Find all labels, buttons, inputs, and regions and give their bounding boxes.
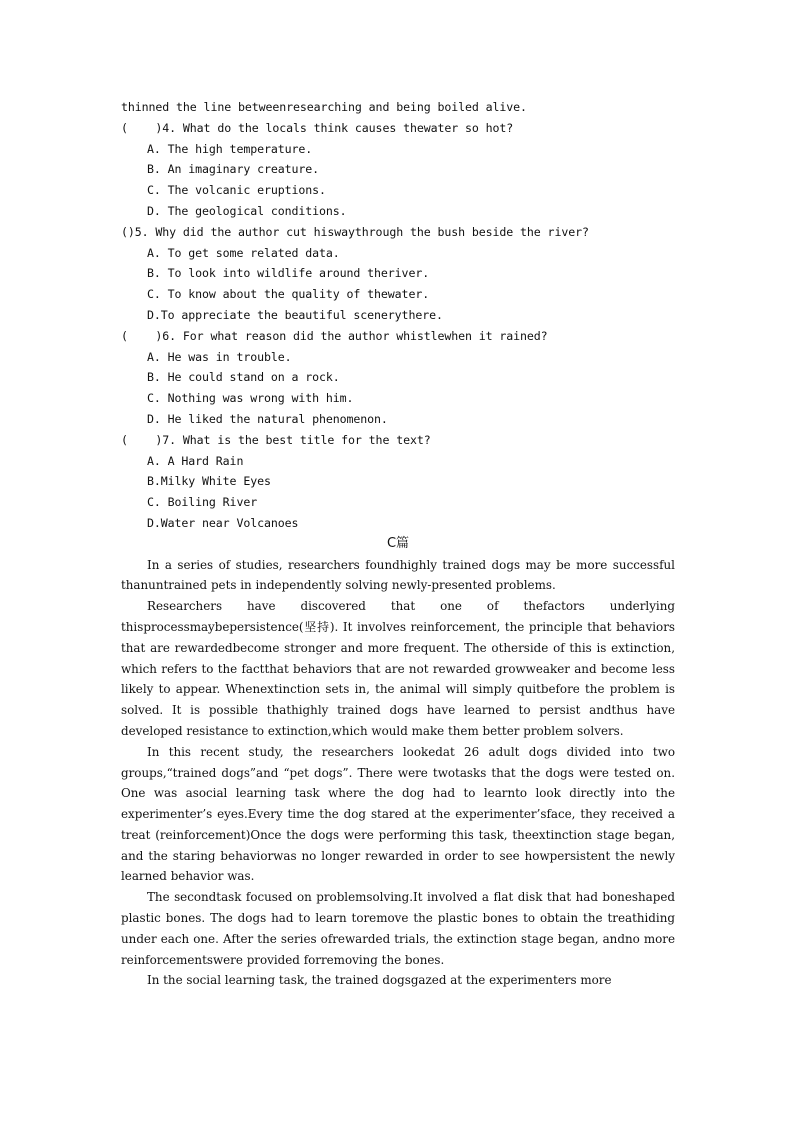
document-content <box>121 97 675 991</box>
question-7 <box>121 430 675 534</box>
option-b: B. To look into wildlife around theriver. <box>147 266 430 281</box>
intro-line: thinned the line betweenresearching and being boiled alive. <box>121 100 527 114</box>
paragraph: Researchers have discovered that one of thefactors underlying thisprocessmaybepersistence(坚持). It involves reinforcement, the principle that behaviors that are rewardedbecome stronger and more frequent. The otherside of this is extinction, which refers to the factthat behaviors that are not rewarded growweaker and become less likely to appear. Whenextinction sets in, the animal will simply quitbefore the problem is solved. It is possible thathighly trained dogs have learned to persist andthus have developed resistance to extinction,which would make them better problem solvers. <box>121 599 675 738</box>
option-c: C. Nothing was wrong with him. <box>147 391 354 406</box>
option-c: C. The volcanic eruptions. <box>147 183 326 198</box>
section-heading: C篇 <box>386 535 410 551</box>
question-4 <box>121 118 675 222</box>
question-stem: ( )6. For what reason did the author whistlewhen it rained? <box>121 328 548 343</box>
option-d: D. The geological conditions. <box>147 203 347 218</box>
option-c: C. Boiling River <box>147 495 258 510</box>
option-a: A. A Hard Rain <box>147 453 244 468</box>
option-d: D.To appreciate the beautiful scenerythere. <box>147 307 443 322</box>
paragraph: In this recent study, the researchers lookedat 26 adult dogs divided into two groups,“trained dogs”and “pet dogs”. There were twotasks that the dogs were tested on. One was asocial learning task where the dog had to learnto look directly into the experimenter’s eyes.Every time the dog stared at the experimenter’sface, they received a treat (reinforcement)Once the dogs were performing this task, theextinction stage began, and the staring behaviorwas no longer rewarded in order to see howpersistent the newly learned behavior was. <box>121 744 675 884</box>
option-a: A. To get some related data. <box>147 245 340 260</box>
paragraph: The secondtask focused on problemsolving.It involved a flat disk that had boneshaped plastic bones. The dogs had to learn toremove the plastic bones to obtain the treathiding under each one. After the series ofrewarded trials, the extinction stage began, andno more reinforcementswere provided forremoving the bones. <box>121 890 675 967</box>
option-b: B. He could stand on a rock. <box>147 370 340 385</box>
option-d: D. He liked the natural phenomenon. <box>147 411 388 426</box>
option-a: A. He was in trouble. <box>147 349 292 364</box>
paragraph: In the social learning task, the trained dogsgazed at the experimenters more <box>147 973 612 988</box>
option-a: A. The high temperature. <box>147 141 313 156</box>
paragraph: In a series of studies, researchers foundhighly trained dogs may be more successful thanuntrained pets in independently solving newly-presented problems. <box>121 557 675 593</box>
option-b: B.Milky White Eyes <box>147 474 271 489</box>
question-stem: ( )7. What is the best title for the text? <box>121 432 431 447</box>
option-c: C. To know about the quality of thewater. <box>147 287 430 302</box>
question-stem: ()5. Why did the author cut hiswaythrough the bush beside the river? <box>121 224 589 239</box>
option-b: B. An imaginary creature. <box>147 162 320 177</box>
question-6 <box>121 326 675 430</box>
question-stem: ( )4. What do the locals think causes thewater so hot? <box>121 120 514 135</box>
passage-c <box>121 555 675 992</box>
question-5 <box>121 222 675 326</box>
option-d: D.Water near Volcanoes <box>147 515 299 530</box>
